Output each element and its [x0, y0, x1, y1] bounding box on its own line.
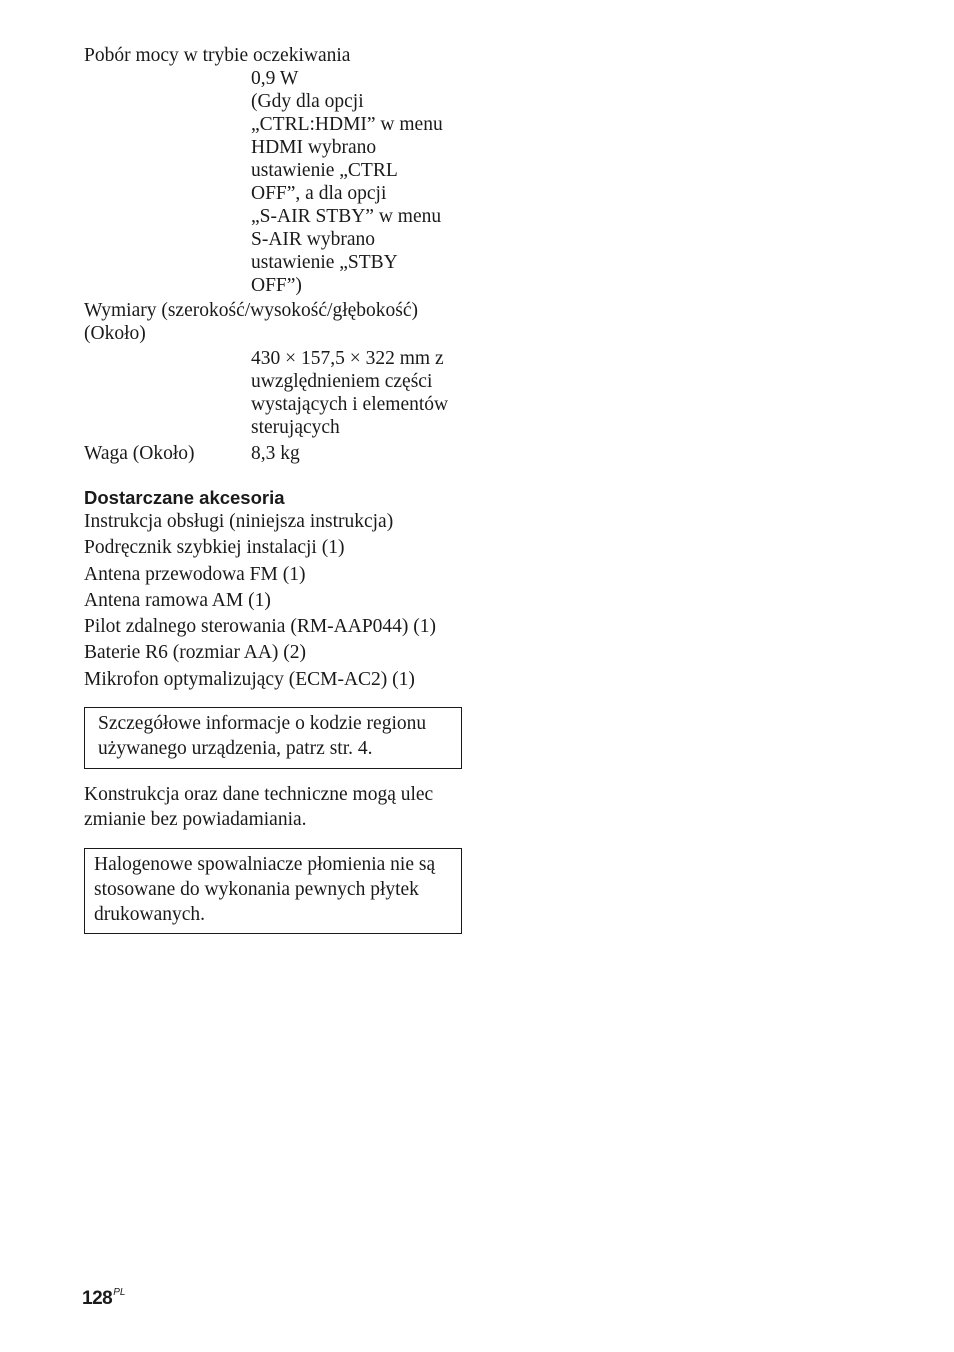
region-info-box: Szczegółowe informacje o kodzie regionu używanego urządzenia, patrz str. 4. — [84, 707, 462, 769]
page-number-value: 128 — [82, 1288, 113, 1309]
list-item: Antena ramowa AM (1) — [84, 589, 271, 611]
list-item: Pilot zdalnego sterowania (RM-AAP044) (1) — [84, 616, 437, 638]
list-item: Instrukcja obsługi (niniejsza instrukcja) — [84, 511, 394, 532]
spec-dimensions-value: 430 × 157,5 × 322 mm z uwzględnieniem części wystających i elementów sterujących — [251, 348, 449, 438]
spec-standby — [84, 44, 462, 297]
halogen-info-box: Halogenowe spowalniacze płomienia nie są stosowane do wykonania pewnych płytek drukowanych. — [84, 848, 462, 934]
spec-standby-value: 0,9 W (Gdy dla opcji „CTRL:HDMI” w menu HDMI wybrano ustawienie „CTRL OFF”, a dla opcji „S-AIR STBY” w menu S-AIR wybrano ustawienie „STBY OFF”) — [251, 68, 443, 296]
list-item: Podręcznik szybkiej instalacji (1) — [84, 537, 345, 559]
list-item: Baterie R6 (rozmiar AA) (2) — [84, 642, 307, 664]
spec-standby-label: Pobór mocy w trybie oczekiwania — [84, 45, 351, 66]
spec-weight-label: Waga (Około) — [84, 443, 195, 464]
list-item: Mikrofon optymalizujący (ECM-AC2) (1) — [84, 668, 415, 690]
page-number — [82, 1281, 125, 1311]
spec-dimensions-label: Wymiary (szerokość/wysokość/głębokość) (Około) — [84, 300, 419, 344]
list-item: Antena przewodowa FM (1) — [84, 563, 306, 585]
spec-dimensions — [84, 299, 462, 439]
spec-weight-value: 8,3 kg — [251, 443, 300, 464]
change-notice: Konstrukcja oraz dane techniczne mogą ulec zmianie bez powiadamiania. — [84, 784, 434, 831]
accessories-list — [84, 509, 462, 693]
accessories-heading: Dostarczane akcesoria — [84, 487, 285, 508]
page-content — [84, 44, 462, 934]
spec-weight — [84, 442, 462, 465]
page-language-suffix: PL — [113, 1287, 126, 1298]
